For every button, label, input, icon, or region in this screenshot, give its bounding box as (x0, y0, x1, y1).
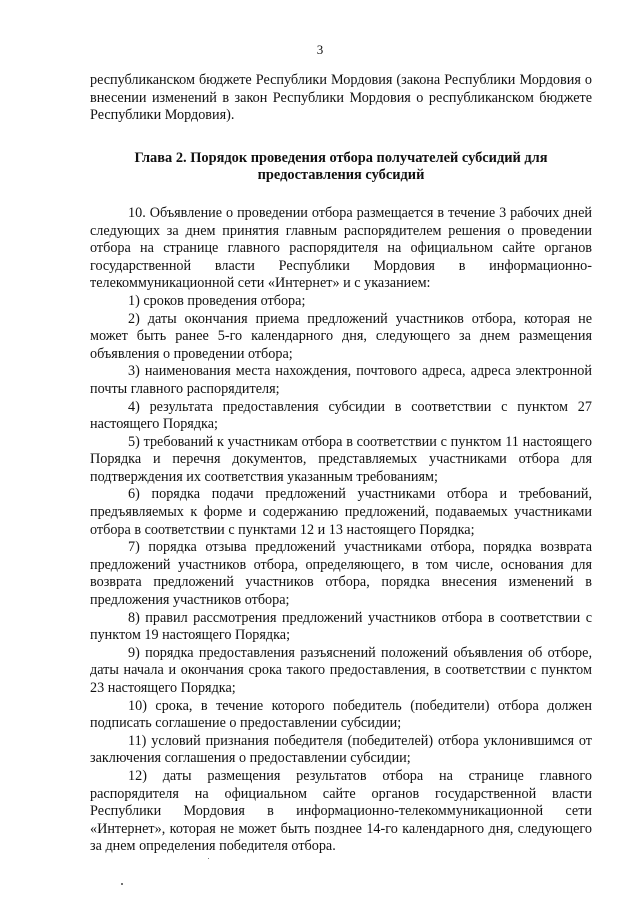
list-item-3: 3) наименования места нахождения, почтового адреса, адреса электронной почты главного распорядителя; (90, 363, 592, 397)
paragraph-10: 10. Объявление о проведении отбора размещается в течение 3 рабочих дней следующих за днем принятия главным распорядителем решения о проведении отбора на странице главного распорядителя на официальном сайте органов государственной власти Республики Мордовия в информационно-телекоммуникационной сети «Интернет» и с указанием: (90, 204, 592, 292)
list-item-5: 5) требований к участникам отбора в соответствии с пунктом 11 настоящего Порядка и перечня документов, представляемых участниками отбора для подтверждения их соответствия указанным требованиям; (90, 433, 592, 485)
list-item-9: 9) порядка предоставления разъяснений положений объявления об отборе, даты начала и окончания срока такого предоставления, в соответствии с пунктом 23 настоящего Порядка; (90, 644, 592, 696)
list-item-10: 10) срока, в течение которого победитель (победители) отбора должен подписать соглашение о предоставлении субсидии; (90, 697, 592, 732)
document-body (90, 72, 592, 856)
list-item-12: 12) даты размещения результатов отбора на странице главного распорядителя на официальном сайте органов государственной власти Республики Мордовия в информационно-телекоммуникационной сети «Интернет», которая не может быть позднее 14-го календарного дня, следующего за днем определения победителя отбора. (90, 767, 592, 855)
intro-paragraph: республиканском бюджете Республики Мордовия (закона Республики Мордовия о внесении изменений в закон Республики Мордовия о республиканском бюджете Республики Мордовия). (90, 72, 592, 124)
scan-speck (121, 883, 123, 885)
scan-speck (208, 858, 209, 859)
chapter-heading: Глава 2. Порядок проведения отбора получателей субсидий для предоставления субсидий (134, 149, 548, 184)
list-item-8: 8) правил рассмотрения предложений участников отбора в соответствии с пунктом 19 настоящего Порядка; (90, 609, 592, 644)
list-item-6: 6) порядка подачи предложений участниками отбора и требований, предъявляемых к форме и содержанию предложений, подаваемых участниками отбора в соответствии с пунктами 12 и 13 настоящего Порядка; (90, 486, 592, 538)
list-item-2: 2) даты окончания приема предложений участников отбора, которая не может быть ранее 5-го календарного дня, следующего за днем размещения объявления о проведении отбора; (90, 310, 592, 362)
page-number: 3 (316, 42, 324, 57)
list-item-1: 1) сроков проведения отбора; (128, 292, 306, 309)
list-item-7: 7) порядка отзыва предложений участниками отбора, порядка возврата предложений участников отбора, определяющего, в том числе, основания для возврата предложений участников отбора, порядка внесения изменений в предложения участников отбора; (90, 539, 592, 609)
list-item-4: 4) результата предоставления субсидии в соответствии с пунктом 27 настоящего Порядка; (90, 398, 592, 433)
list-item-11: 11) условий признания победителя (победителей) отбора уклонившимся от заключения соглашения о предоставлении субсидии; (90, 732, 592, 767)
